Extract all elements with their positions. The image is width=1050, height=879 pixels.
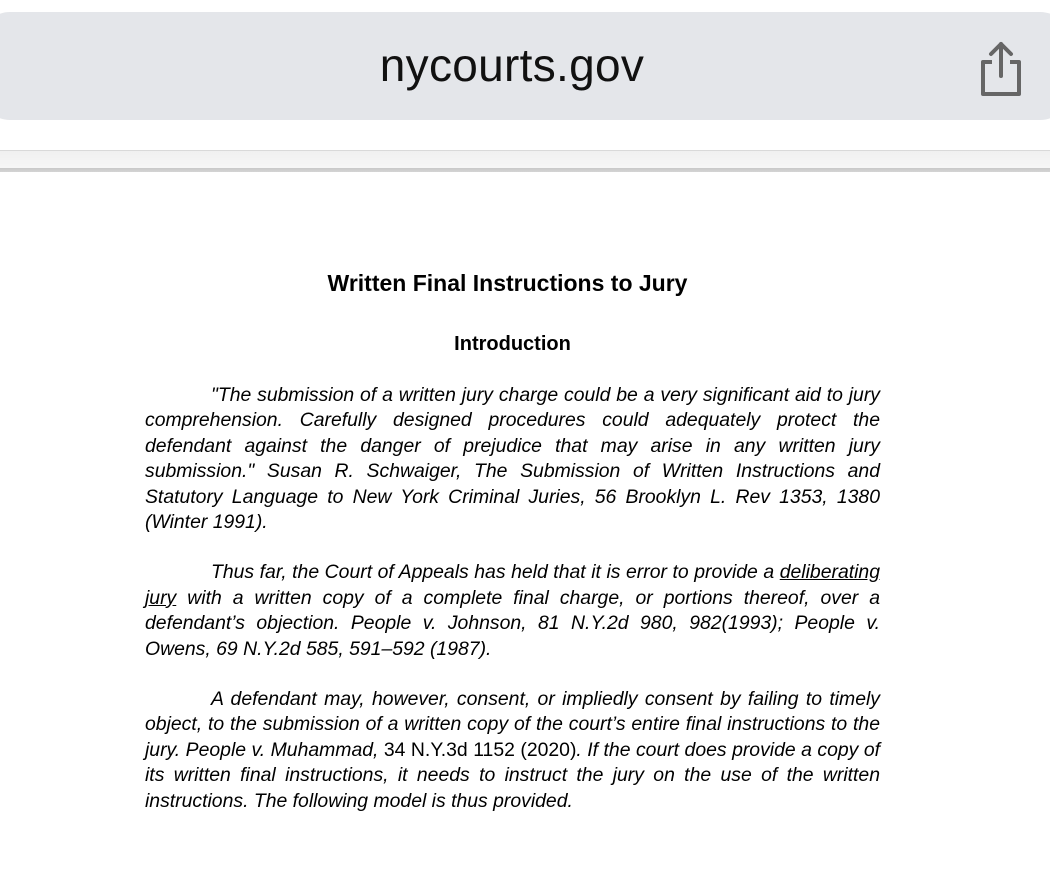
document-page: [145, 270, 880, 814]
paragraph-3-text-a: A defendant may, however, consent, or impliedly consent by failing to timely object, to the submission of a written copy of the court’s entire final instructions to the jury. People v. Muhammad,: [145, 688, 880, 761]
document-subtitle: Introduction: [454, 333, 571, 355]
citation-upright: 34 N.Y.3d 1152 (2020): [383, 738, 577, 761]
document-title: Written Final Instructions to Jury: [327, 270, 688, 296]
url-text[interactable]: nycourts.gov: [379, 39, 645, 91]
share-icon[interactable]: [974, 40, 1026, 98]
toolbar-divider: [0, 150, 1050, 172]
paragraph-1: "The submission of a written jury charge could be a very significant aid to jury comprehension. Carefully designed procedures could adequately protect the defendant against the danger of prejudice that may arise in any written jury submission." Susan R. Schwaiger, The Submission of Written Instructions and Statutory Language to New York Criminal Juries, 56 Brooklyn L. Rev 1353, 1380 (Winter 1991).: [145, 384, 880, 534]
paragraph-2: [145, 560, 880, 662]
underlined-phrase: deliberating jury: [145, 561, 880, 609]
paragraph-2-text-b: with a written copy of a complete final charge, or portions thereof, over a defendant’s objection. People v. Johnson, 81 N.Y.2d 980, 982(1993); People v. Owens, 69 N.Y.2d 585, 591–592 (1987).: [145, 586, 880, 660]
paragraph-2-text-a: Thus far, the Court of Appeals has held that it is error to provide a: [211, 561, 780, 584]
paragraph-3-text-b: . If the court does provide a copy of its written final instructions, it needs to instruct the jury on the use of the written instructions. The following model is thus provided.: [145, 738, 881, 812]
paragraph-3: [145, 687, 880, 814]
